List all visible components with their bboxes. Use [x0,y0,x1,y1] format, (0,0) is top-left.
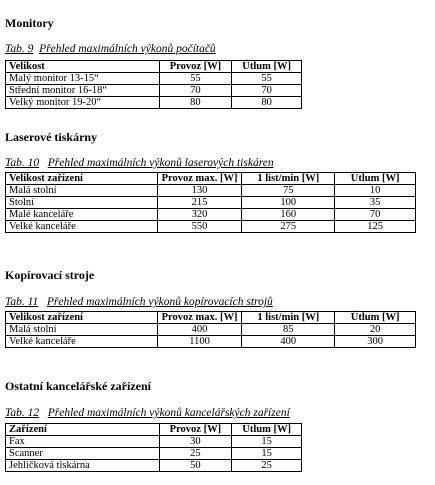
caption-text: Přehled maximálních výkonů počítačů [39,43,216,55]
table-kopirovaci-stroje [5,311,416,348]
table-caption-9 [5,42,216,56]
table-cell: 75 [242,185,335,197]
section-heading-ostatni-zarizeni: Ostatní kancelářské zařízení [5,379,151,393]
caption-number: Tab. 9 [5,43,34,55]
table-cell: Scanner [6,448,160,460]
table-row [6,436,302,448]
table-cell: 30 [159,436,232,448]
table-cell: Fax [6,436,160,448]
table-row [6,221,416,233]
table-cell: 10 [335,185,416,197]
column-header: 1 list/min [W] [242,173,335,185]
table-cell: 80 [159,97,232,109]
table-header-row [6,61,302,73]
table-cell: Jehličková tiskárna [6,460,160,472]
table-header-row [6,173,416,185]
table-cell: Malý monitor 13-15“ [6,73,160,85]
table-cell: 25 [232,460,302,472]
table-cell: 85 [242,324,335,336]
table-cell: 215 [157,197,242,209]
table-cell: 25 [159,448,232,460]
table-cell: 400 [157,324,242,336]
table-cell: 55 [159,73,232,85]
table-cell: 15 [232,448,302,460]
column-header: Provoz [W] [159,424,232,436]
table-cell: 35 [335,197,416,209]
table-cell: 1100 [157,336,242,348]
table-cell: Střední monitor 16-18“ [6,85,160,97]
table-row [6,85,302,97]
table-caption-11 [5,295,273,309]
table-cell: 15 [232,436,302,448]
caption-number: Tab. 10 [5,157,40,169]
table-cell: 320 [157,209,242,221]
table-cell: 275 [242,221,335,233]
table-cell: Malá stolní [6,324,158,336]
table-cell: Velké kanceláře [6,336,158,348]
section-heading-kopirovaci-stroje: Kopírovací stroje [5,268,95,282]
table-laserove-tiskarny [5,172,416,233]
table-row [6,97,302,109]
caption-text: Přehled maximálních výkonů kopírovacích strojů [46,296,273,308]
table-cell: Stolní [6,197,158,209]
table-cell: 300 [335,336,416,348]
table-cell: Velký monitor 19-20“ [6,97,160,109]
column-header: Provoz [W] [159,61,232,73]
table-cell: Malá stolní [6,185,158,197]
table-cell: 130 [157,185,242,197]
table-cell: 20 [335,324,416,336]
column-header: Zařízení [6,424,160,436]
table-row [6,448,302,460]
caption-number: Tab. 11 [5,296,39,308]
table-cell: 50 [159,460,232,472]
table-row [6,197,416,209]
table-caption-12 [5,406,290,420]
table-cell: 400 [242,336,335,348]
section-heading-laserove-tiskarny: Laserové tiskárny [5,130,98,144]
column-header: Velikost [6,61,160,73]
table-ostatni-zarizeni [5,423,302,472]
table-caption-10 [5,156,274,170]
table-row [6,73,302,85]
table-cell: 70 [335,209,416,221]
table-cell: 80 [232,97,302,109]
table-row [6,460,302,472]
table-monitory [5,60,302,109]
caption-text: Přehled maximálních výkonů kancelářských zařízení [47,407,290,419]
table-cell: 550 [157,221,242,233]
caption-number: Tab. 12 [5,407,40,419]
column-header: Velikost zařízení [6,173,158,185]
table-header-row [6,312,416,324]
table-cell: 125 [335,221,416,233]
table-cell: 55 [232,73,302,85]
column-header: Provoz max. [W] [157,312,242,324]
column-header: 1 list/min [W] [242,312,335,324]
table-cell: 100 [242,197,335,209]
table-cell: Malé kanceláře [6,209,158,221]
caption-text: Přehled maximálních výkonů laserových tiskáren [47,157,274,169]
column-header: Velikost zařízení [6,312,158,324]
table-row [6,336,416,348]
table-cell: 160 [242,209,335,221]
table-cell: 70 [232,85,302,97]
table-row [6,209,416,221]
table-cell: Velké kanceláře [6,221,158,233]
table-row [6,324,416,336]
table-row [6,185,416,197]
column-header: Útlum [W] [335,312,416,324]
section-heading-monitory: Monitory [5,16,54,30]
column-header: Útlum [W] [232,61,302,73]
table-cell: 70 [159,85,232,97]
column-header: Útlum [W] [232,424,302,436]
column-header: Útlum [W] [335,173,416,185]
table-header-row [6,424,302,436]
column-header: Provoz max. [W] [157,173,242,185]
